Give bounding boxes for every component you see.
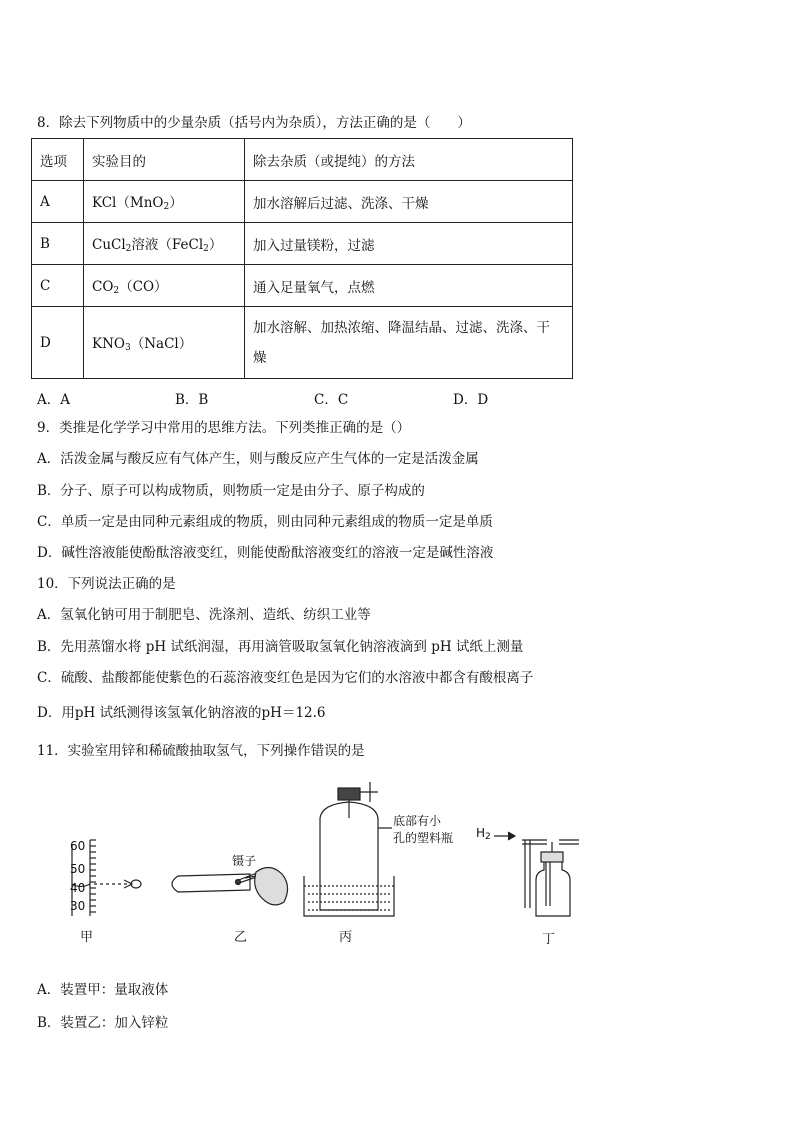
q9-option-a[interactable]: A．活泼金属与酸反应有气体产生，则与酸反应产生气体的一定是活泼金属	[37, 451, 479, 467]
row-b-goal: CuCl$_2$溶液（FeCl$_2$）	[84, 223, 245, 265]
row-c-method: 通入足量氧气，点燃	[245, 265, 573, 307]
row-a-method: 加水溶解后过滤、洗涤、干燥	[245, 181, 573, 223]
q8-table	[31, 138, 573, 379]
gas-label: $H_2$	[476, 826, 491, 842]
row-b-method: 加入过量镁粉，过滤	[245, 223, 573, 265]
table-header-row	[32, 139, 573, 181]
table-row	[32, 223, 573, 265]
row-d-method: 加水溶解、加热浓缩、降温结晶、过滤、洗涤、干 燥	[245, 307, 573, 379]
q9-option-c[interactable]: C．单质一定是由同种元素组成的物质，则由同种元素组成的物质一定是单质	[37, 514, 493, 530]
q8-option-c[interactable]: C．C	[314, 392, 349, 408]
label-jia: 甲	[80, 930, 94, 945]
row-a-option: A	[32, 181, 84, 223]
q11-option-a[interactable]: A．装置甲：量取液体	[37, 982, 169, 998]
q10-option-c[interactable]: C．硫酸、盐酸都能使紫色的石蕊溶液变红色是因为它们的水溶液中都含有酸根离子	[37, 670, 534, 686]
row-a-goal: KCl（MnO$_2$）	[84, 181, 245, 223]
row-d-option: D	[32, 307, 84, 379]
q8-option-b[interactable]: B．B	[175, 392, 209, 408]
header-method: 除去杂质（或提纯）的方法	[245, 139, 573, 181]
q9-option-b[interactable]: B．分子、原子可以构成物质，则物质一定是由分子、原子构成的	[37, 483, 425, 499]
row-d-goal: $KNO_3(NaCl)$	[84, 307, 245, 379]
label-yi: 乙	[234, 930, 248, 945]
q8-option-d[interactable]: D．D	[453, 392, 489, 408]
table-row	[32, 265, 573, 307]
row-c-option: C	[32, 265, 84, 307]
gas-washing-bottle	[522, 840, 579, 916]
bottle-note-line1: 底部有小	[393, 814, 442, 828]
scale-40: 40	[70, 881, 86, 895]
header-goal: 实验目的	[84, 139, 245, 181]
scale-50: 50	[70, 862, 86, 876]
tweezers-label: 镊子	[232, 854, 257, 868]
q11-stem: 11．实验室用锌和稀硫酸抽取氢气，下列操作错误的是	[37, 743, 365, 759]
scale-30: 30	[70, 899, 86, 913]
scale-60: 60	[70, 839, 86, 853]
gas-generator-trough	[304, 782, 394, 916]
bottle-note-line2: 孔的塑料瓶	[393, 831, 454, 845]
row-c-goal: $CO_2(CO)$	[84, 265, 245, 307]
test-tube-with-tweezers	[172, 867, 288, 904]
h2-arrow	[494, 832, 515, 840]
apparatus-figure	[60, 778, 590, 948]
q8-option-a[interactable]: A．A	[37, 392, 70, 408]
header-option: 选项	[32, 139, 84, 181]
q10-stem: 10．下列说法正确的是	[37, 576, 176, 592]
q9-option-d[interactable]: D．碱性溶液能使酚酞溶液变红，则能使酚酞溶液变红的溶液一定是碱性溶液	[37, 545, 494, 561]
q9-stem: 9．类推是化学学习中常用的思维方法。下列类推正确的是（）	[37, 420, 411, 436]
row-b-option: B	[32, 223, 84, 265]
label-bing: 丙	[339, 930, 353, 945]
label-ding: 丁	[542, 932, 556, 947]
q10-option-d[interactable]: D．用pH 试纸测得该氢氧化钠溶液的pH＝12.6	[37, 705, 326, 721]
q8-stem: 8．除去下列物质中的少量杂质（括号内为杂质），方法正确的是（ ）	[37, 115, 471, 131]
table-row	[32, 307, 573, 379]
table-row	[32, 181, 573, 223]
q10-option-b[interactable]: B．先用蒸馏水将 pH 试纸润湿，再用滴管吸取氢氧化钠溶液滴到 pH 试纸上测量	[37, 639, 524, 655]
q11-option-b[interactable]: B．装置乙：加入锌粒	[37, 1015, 169, 1031]
q10-option-a[interactable]: A．氢氧化钠可用于制肥皂、洗涤剂、造纸、纺织工业等	[37, 607, 371, 623]
